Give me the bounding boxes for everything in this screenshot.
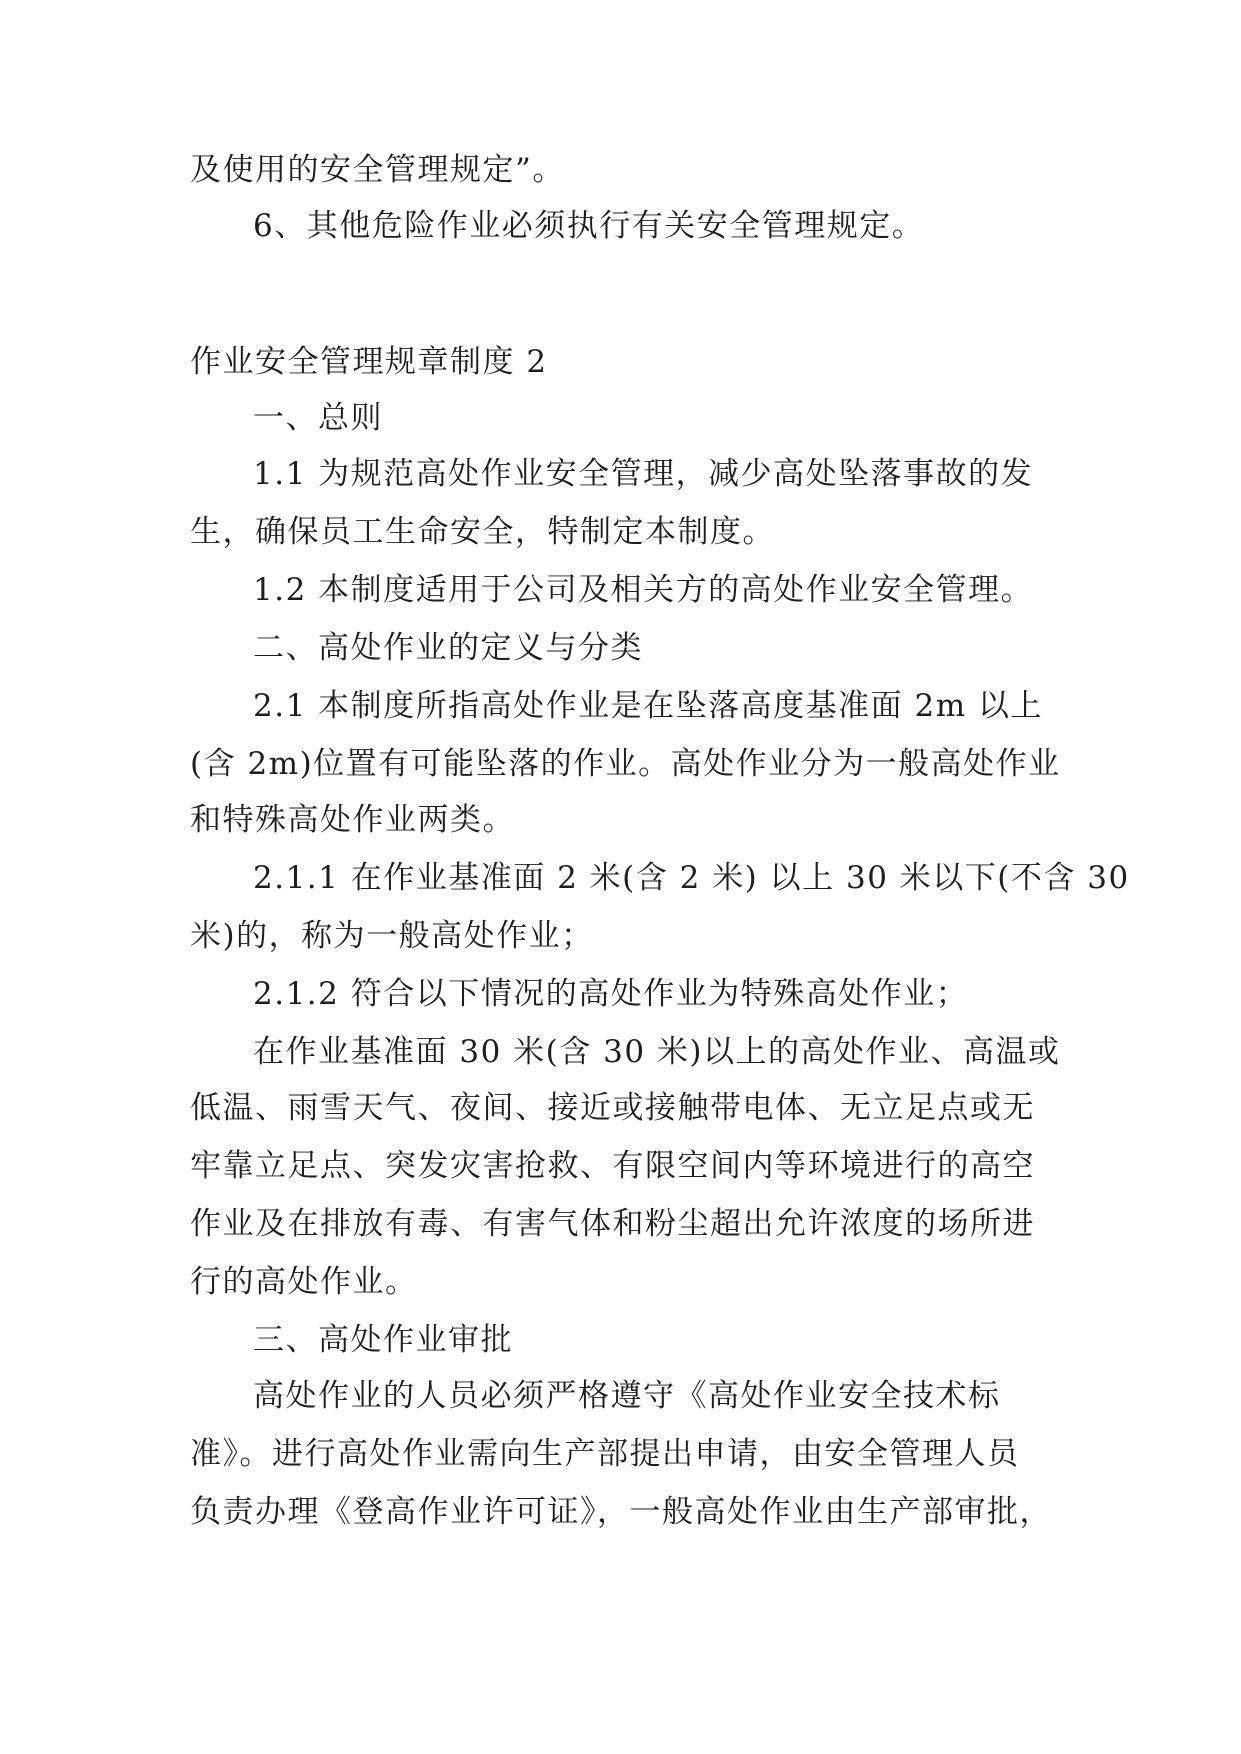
text-line: 生，确保员工生命安全，特制定本制度。	[190, 514, 775, 550]
text-line: 准》。进行高处作业需向生产部提出申请，由安全管理人员	[190, 1436, 1020, 1472]
text-line: 行的高处作业。	[190, 1264, 418, 1300]
text-line: 作业及在排放有毒、有害气体和粉尘超出允许浓度的场所进	[190, 1206, 1035, 1242]
text-line: 6、其他危险作业必须执行有关安全管理规定。	[253, 208, 925, 244]
text-line: 和特殊高处作业两类。	[190, 802, 515, 838]
text-line: 2.1 本制度所指高处作业是在坠落高度基准面 2m 以上	[253, 688, 1043, 724]
text-line: 在作业基准面 30 米(含 30 米)以上的高处作业、高温或	[253, 1034, 1061, 1070]
heading-definition: 二、高处作业的定义与分类	[253, 630, 643, 666]
text-line: 高处作业的人员必须严格遵守《高处作业安全技术标	[253, 1378, 1001, 1414]
text-line: 1.1 为规范高处作业安全管理，减少高处坠落事故的发	[253, 456, 1034, 492]
text-line: 1.2 本制度适用于公司及相关方的高处作业安全管理。	[253, 572, 1034, 608]
text-line: 及使用的安全管理规定”。	[190, 152, 565, 188]
text-line: 负责办理《登高作业许可证》，一般高处作业由生产部审批，	[190, 1494, 1052, 1530]
heading-approval: 三、高处作业审批	[253, 1322, 513, 1358]
text-line: (含 2m)位置有可能坠落的作业。高处作业分为一般高处作业	[190, 746, 1061, 782]
text-line: 2.1.2 符合以下情况的高处作业为特殊高处作业；	[253, 976, 969, 1012]
text-line: 低温、雨雪天气、夜间、接近或接触带电体、无立足点或无	[190, 1090, 1035, 1126]
heading-general: 一、总则	[253, 400, 383, 436]
text-line: 米)的，称为一般高处作业；	[190, 918, 594, 954]
text-line: 牢靠立足点、突发灾害抢救、有限空间内等环境进行的高空	[190, 1148, 1035, 1184]
text-line: 2.1.1 在作业基准面 2 米(含 2 米) 以上 30 米以下(不含 30	[253, 860, 1130, 896]
section-title: 作业安全管理规章制度 2	[190, 344, 548, 380]
